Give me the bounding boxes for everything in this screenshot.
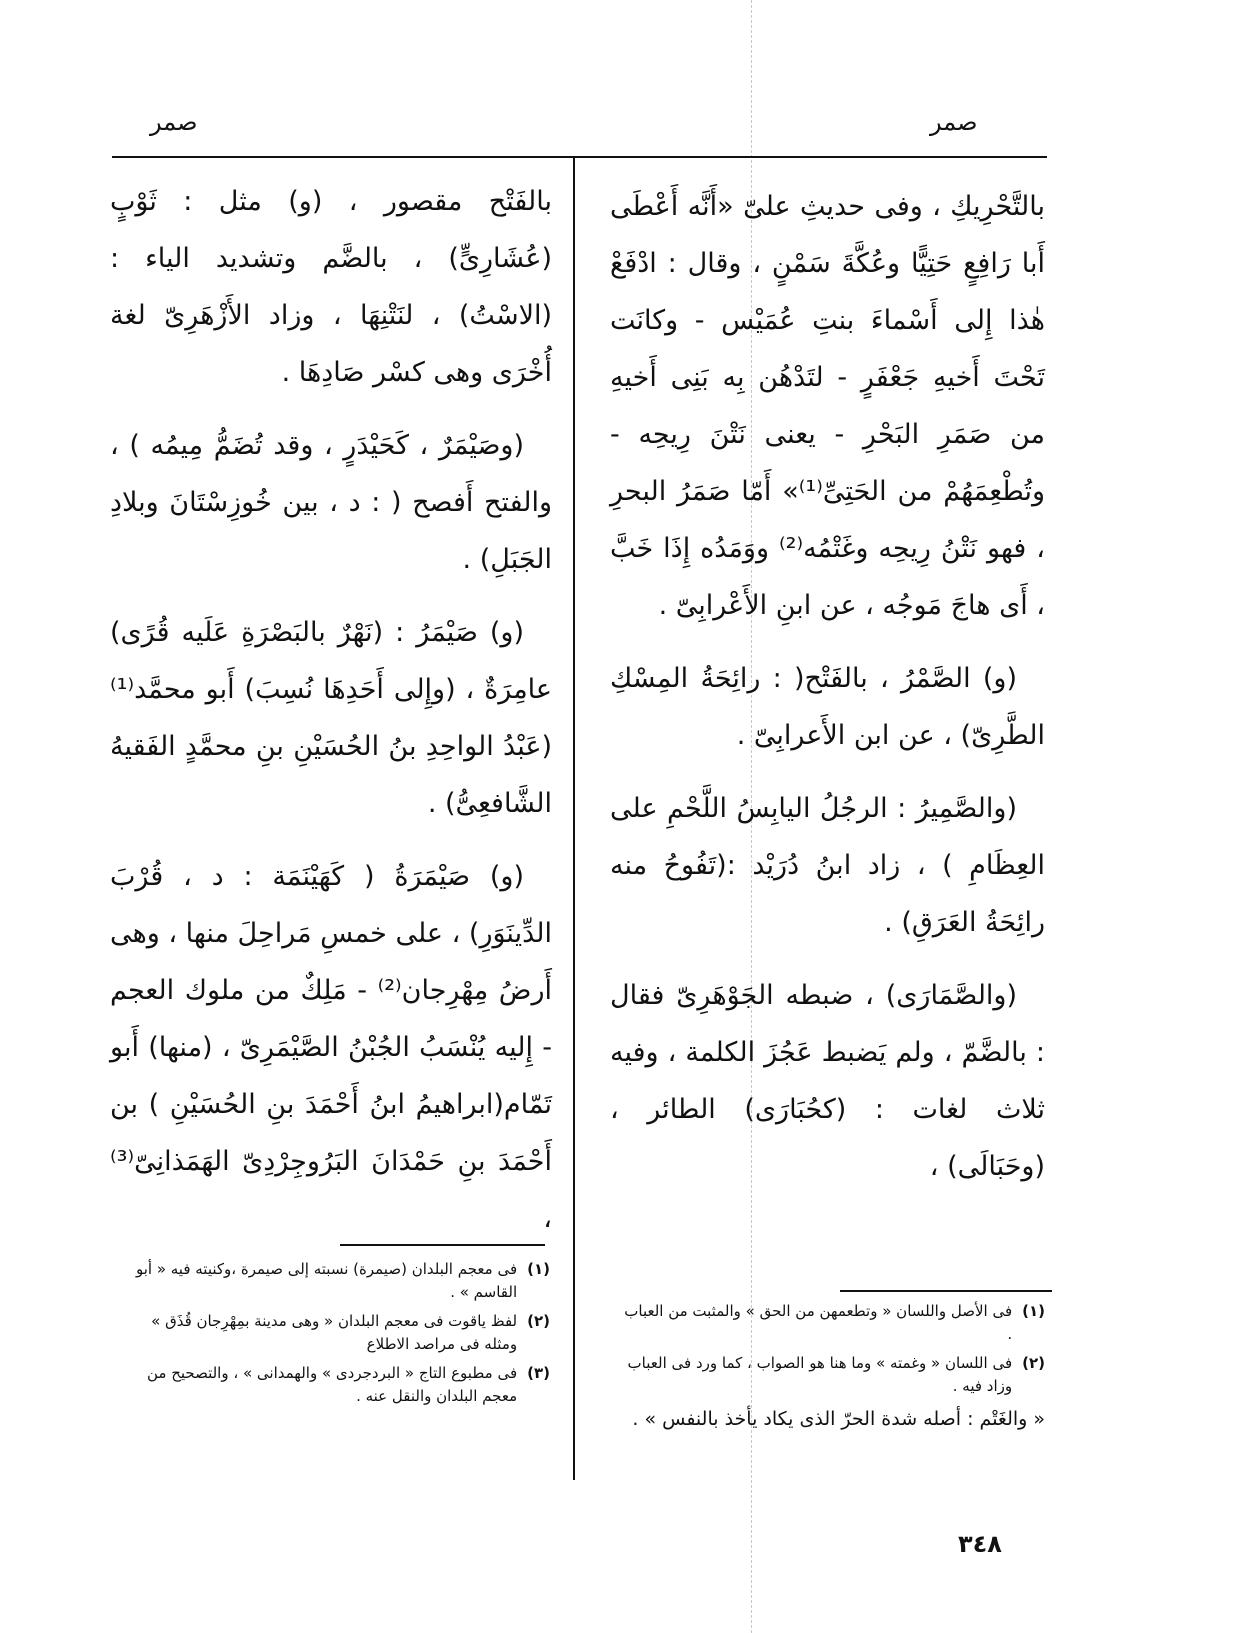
- footnote-rule-right: [840, 1290, 1052, 1292]
- footnote-number: (١): [527, 1260, 550, 1278]
- footnote-text: فى اللسان « وغمته » وما هنا هو الصواب ، كما ورد فى العباب وزاد فيه .: [627, 1354, 1013, 1395]
- right-paragraph-1: بالتَّحْرِيكِ ، وفى حديثِ علىّ «أَنَّه أَعْطَى أَبا رَافِعٍ حَتِيًّا وعُكَّةَ سَمْنٍ ، وقال : ادْفَعْ هٰذا إِلى أَسْماءَ بنتِ عُمَيْس - وكانَت تَحْتَ أَخيهِ جَعْفَرٍ - لتَدْهُن بِه بَنِى أَخيهِ من صَمَرِ البَحْرِ - يعنى نَتْنَ رِيحِه - وتُطْعِمَهُمْ من الحَتِىِّ⁽¹⁾» أَمّا صَمَرُ البحرِ ، فهو نَتْنُ رِيحِه وغَتْمُه⁽²⁾ ووَمَدُه إِذَا خَبَّ ، أَى هاجَ مَوجُه ، عن ابنِ الأَعْرابِىّ .: [610, 191, 1045, 621]
- footnote-left-1: [115, 1258, 550, 1304]
- header-title-left: صمر: [150, 108, 198, 136]
- left-paragraph-3: (و) صَيْمَرُ : (نَهْرٌ بالبَصْرَةِ عَلَيه قُرًى) عامِرَةٌ ، (وإِلى أَحَدِهَا نُسِبَ) أَبو محمَّد⁽¹⁾ (عَبْدُ الواحِدِ بنُ الحُسَيْنِ بنِ محمَّدٍ الفَقيهُ الشَّافعِىُّ) .: [110, 617, 552, 819]
- footnote-left-3: [115, 1362, 550, 1408]
- footnote-text: فى مطبوع التاج « البردجردى » والهمدانى » ، والتصحيح من معجم البلدان والنقل عنه .: [146, 1364, 518, 1405]
- right-column: [610, 178, 1045, 1211]
- header-rule: [112, 156, 1047, 158]
- footnote-left-2: [115, 1310, 550, 1356]
- footnote-text: لفظ ياقوت فى معجم البلدان « وهى مدينة بمِهْرِجان قُذَق » ومثله فى مراصد الاطلاع: [151, 1312, 518, 1353]
- footnote-right-continuation: « والغَتْم : أصله شدة الحرّ الذى يكاد يأخذ بالنفس » .: [632, 1408, 1045, 1430]
- right-paragraph-4: (والصَّمَارَى) ، ضبطه الجَوْهَرِىّ فقال : بالضَّمّ ، ولم يَضبط عَجُزَ الكلمة ، وفيه ثلاث لغات : (كحُبَارَى) الطائر ، (وحَبَالَى) ،: [610, 980, 1045, 1182]
- footnotes-left: [115, 1258, 550, 1414]
- left-paragraph-2: (وصَيْمَرٌ ، كَحَيْدَرٍ ، وقد تُضَمُّ مِيمُه ) ، والفتح أَفصح ( : د ، بين خُوزِسْتَانَ وبلادِ الجَبَلِ) .: [110, 430, 552, 575]
- footnote-rule-left: [340, 1244, 545, 1246]
- header-title-right: صمر: [930, 108, 978, 136]
- left-paragraph-4: (و) صَيْمَرَةُ ( كَهَيْنَمَة : د ، قُرْبَ الدِّينَوَرِ) ، على خمسِ مَراحِلَ منها ، وهى أَرضُ مِهْرِجان⁽²⁾ - مَلِكٌ من ملوك العجم - إِليه يُنْسَبُ الجُبْنُ الصَّيْمَرِىّ ، (منها) أَبو تَمّام(ابراهيمُ ابنُ أَحْمَدَ بنِ الحُسَيْنِ ) بن أَحْمَدَ بنِ حَمْدَانَ البَرُوجِرْدِىّ الهَمَذانِىّ⁽³⁾ ،: [110, 861, 552, 1234]
- right-paragraph-3: (والصَّمِيرُ : الرجُلُ اليابِسُ اللَّحْمِ على العِظَامِ ) ، زاد ابنُ دُرَيْد :(تَفُوحُ منه رائِحَةُ العَرَقِ) .: [610, 793, 1045, 938]
- right-paragraph-2: (و) الصَّمْرُ ، بالفَتْح( : رائِحَةُ المِسْكِ الطَّرِىّ) ، عن ابن الأَعرابِىّ .: [610, 663, 1045, 751]
- footnote-right-2: [620, 1352, 1045, 1398]
- left-paragraph-1: بالفَتْح مقصور ، (و) مثل : ثَوْبٍ (عُشَارِىٍّ) ، بالضَّم وتشديد الياء : (الاسْتُ) ، لنَتْنِهَا ، وزاد الأَزْهَرِىّ لغة أُخْرَى وهى كسْر صَادِهَا .: [110, 186, 552, 388]
- footnotes-right: [620, 1300, 1045, 1434]
- column-divider: [573, 158, 575, 1480]
- footnote-number: (٣): [527, 1364, 550, 1382]
- footnote-text: فى الأصل واللسان « وتطعمهن من الحق » والمثبت من العباب .: [624, 1302, 1013, 1343]
- footnote-number: (٢): [1022, 1354, 1045, 1372]
- footnote-number: (١): [1022, 1302, 1045, 1320]
- page-number: ٣٤٨: [958, 1530, 1002, 1558]
- footnote-text: فى معجم البلدان (صيمرة) نسبته إلى صيمرة ،وكنيته فيه « أبو القاسم » .: [135, 1260, 518, 1301]
- left-column: [110, 173, 552, 1263]
- footnote-right-1: [620, 1300, 1045, 1346]
- footnote-number: (٢): [527, 1312, 550, 1330]
